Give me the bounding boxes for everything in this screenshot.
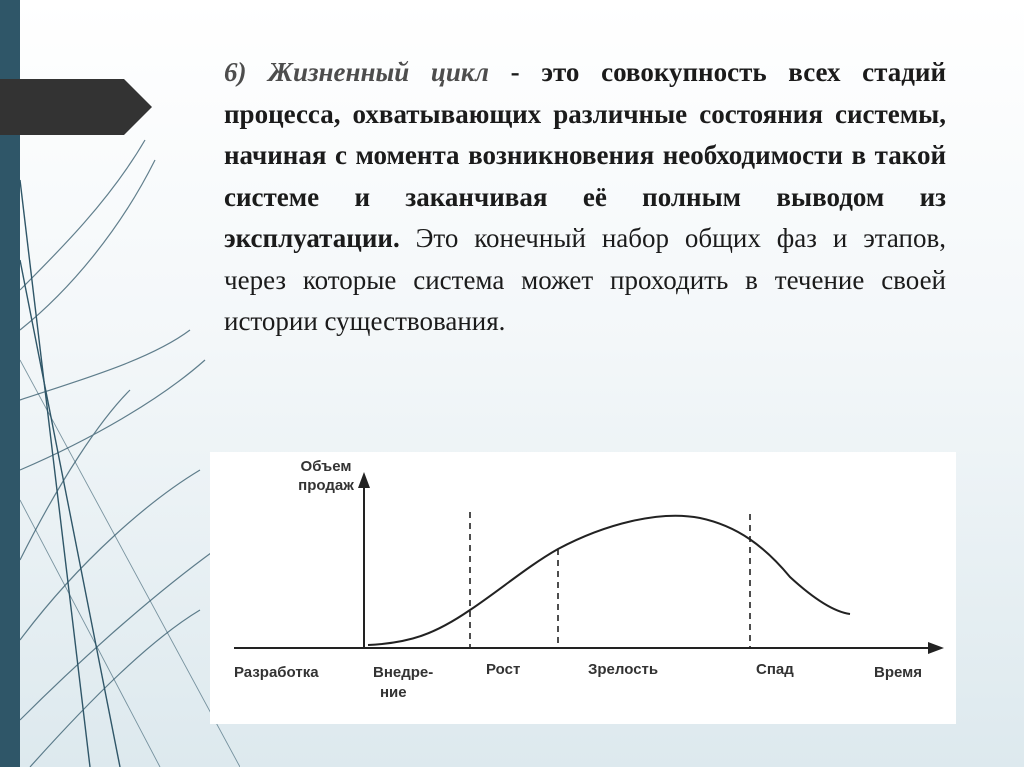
definition-title: 6) Жизненный цикл <box>224 57 489 87</box>
x-axis-label: Время <box>874 664 922 681</box>
lifecycle-curve <box>368 516 850 645</box>
definition-bold-text: это совокупность всех стадий процесса, охватывающих различные состояния системы, начиная с момента возникновения необходимости в такой системе и заканчивая её полным выводом из эксплуатации. <box>224 57 946 253</box>
arrow-tab-shape <box>0 79 152 135</box>
lifecycle-diagram <box>210 452 956 724</box>
stage-label-growth: Рост <box>486 661 521 678</box>
y-axis-label-line2: продаж <box>298 477 354 494</box>
definition-normal-text: Это конечный набор общих фаз и этапов, через которые система может проходить в течение своей истории существования. <box>224 223 946 336</box>
y-axis-label-line1: Объем <box>300 458 352 475</box>
definition-text <box>224 52 946 343</box>
definition-dash: - <box>489 57 542 87</box>
stage-label-introduction-line2: ние <box>380 684 407 701</box>
stage-label-decline: Спад <box>756 661 794 678</box>
stage-label-development: Разработка <box>234 664 319 681</box>
y-axis-arrowhead <box>358 472 370 488</box>
x-axis-arrowhead <box>928 642 944 654</box>
stage-label-maturity: Зрелость <box>588 661 659 678</box>
stage-label-introduction-line1: Внедре- <box>373 664 434 681</box>
